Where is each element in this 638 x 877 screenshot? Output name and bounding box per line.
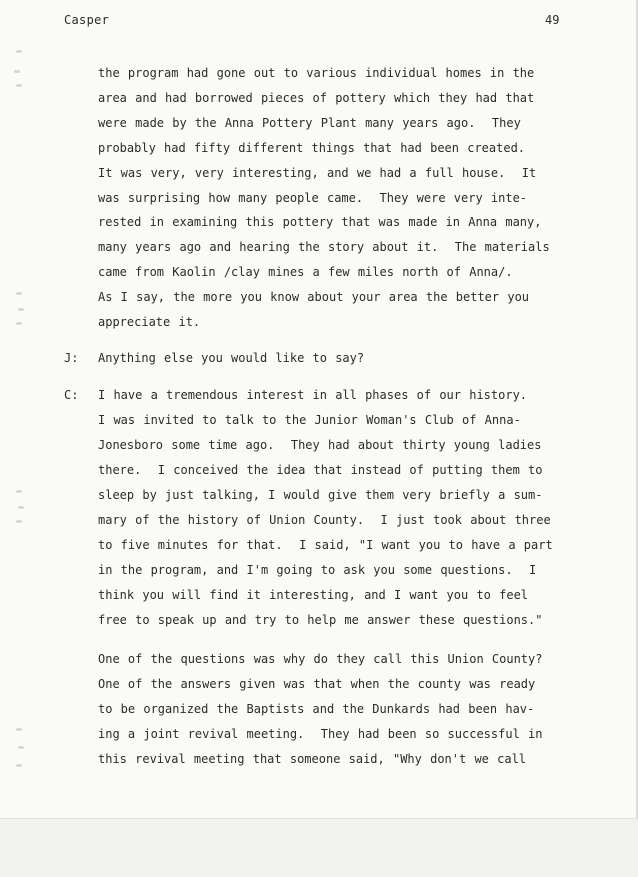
text-line: in the program, and I'm going to ask you some questions. I bbox=[98, 563, 537, 577]
text-line: Jonesboro some time ago. They had about thirty young ladies bbox=[98, 438, 542, 452]
text-line: to five minutes for that. I said, "I want you to have a part bbox=[98, 538, 553, 552]
header-interviewee-name: Casper bbox=[64, 13, 110, 27]
text-line: mary of the history of Union County. I just took about three bbox=[98, 513, 551, 527]
text-line: probably had fifty different things that had been created. bbox=[98, 141, 526, 155]
speaker-label: J: bbox=[64, 351, 79, 365]
text-line: many years ago and hearing the story about it. The materials bbox=[98, 240, 550, 254]
text-line: was surprising how many people came. They were very inte- bbox=[98, 191, 528, 205]
text-line: were made by the Anna Pottery Plant many years ago. They bbox=[98, 116, 521, 130]
text-line: appreciate it. bbox=[98, 315, 201, 329]
text-line: As I say, the more you know about your area the better you bbox=[98, 290, 530, 304]
text-line: I was invited to talk to the Junior Woman's Club of Anna- bbox=[98, 413, 521, 427]
text-line: One of the answers given was that when the county was ready bbox=[98, 677, 536, 691]
text-line: think you will find it interesting, and I want you to feel bbox=[98, 588, 529, 602]
text-line: I have a tremendous interest in all phases of our history. bbox=[98, 388, 528, 402]
text-line: there. I conceived the idea that instead of putting them to bbox=[98, 463, 543, 477]
text-line: the program had gone out to various individual homes in the bbox=[98, 66, 535, 80]
scan-bottom-margin bbox=[0, 818, 638, 877]
text-line: sleep by just talking, I would give them very briefly a sum- bbox=[98, 488, 543, 502]
text-line: ing a joint revival meeting. They had been so successful in bbox=[98, 727, 543, 741]
text-line: rested in examining this pottery that was made in Anna many, bbox=[98, 215, 542, 229]
text-line: It was very, very interesting, and we had a full house. It bbox=[98, 166, 537, 180]
text-line: this revival meeting that someone said, "Why don't we call bbox=[98, 752, 527, 766]
text-line: free to speak up and try to help me answer these questions." bbox=[98, 613, 543, 627]
text-line: area and had borrowed pieces of pottery which they had that bbox=[98, 91, 535, 105]
page-number: 49 bbox=[545, 13, 560, 27]
text-line: to be organized the Baptists and the Dunkards had been hav- bbox=[98, 702, 535, 716]
text-line: Anything else you would like to say? bbox=[98, 351, 365, 365]
text-line: came from Kaolin /clay mines a few miles north of Anna/. bbox=[98, 265, 513, 279]
speaker-label: C: bbox=[64, 388, 79, 402]
text-line: One of the questions was why do they call this Union County? bbox=[98, 652, 543, 666]
